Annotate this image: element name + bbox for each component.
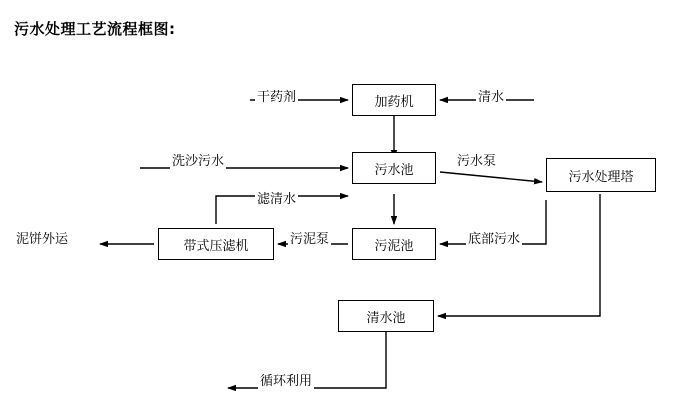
node-label: 污水处理塔 [568,169,634,185]
page-title: 污水处理工艺流程框图: [14,20,176,38]
node-label: 污泥池 [374,238,414,254]
node-clear-water-pool[interactable] [338,300,434,332]
edge-label-mud-cake-transport: 泥饼外运 [14,228,70,247]
node-belt-filter-press[interactable] [158,228,274,260]
edge-label-dry-agent: 干药剂 [255,86,298,105]
node-label: 清水池 [366,310,406,326]
node-dosing-machine[interactable] [352,84,436,116]
edge-label-sewage-pump: 污水泵 [455,150,498,169]
node-sludge-pool[interactable] [352,228,436,260]
edge-label-recycle-use: 循环利用 [258,370,314,389]
node-label: 加药机 [374,94,414,110]
edge-label-filtrate-clear-water: 滤清水 [255,188,298,207]
edge-label-clean-water: 清水 [476,86,506,105]
node-treatment-tower[interactable] [546,158,656,192]
edge-label-bottom-sewage: 底部污水 [466,228,522,247]
edge-label-sludge-pump: 污泥泵 [288,228,331,247]
node-label: 污水池 [374,162,414,178]
edge-label-sand-wash-sewage: 洗沙污水 [170,150,226,169]
node-label: 带式压滤机 [183,238,249,254]
node-sewage-pool[interactable] [352,152,436,184]
